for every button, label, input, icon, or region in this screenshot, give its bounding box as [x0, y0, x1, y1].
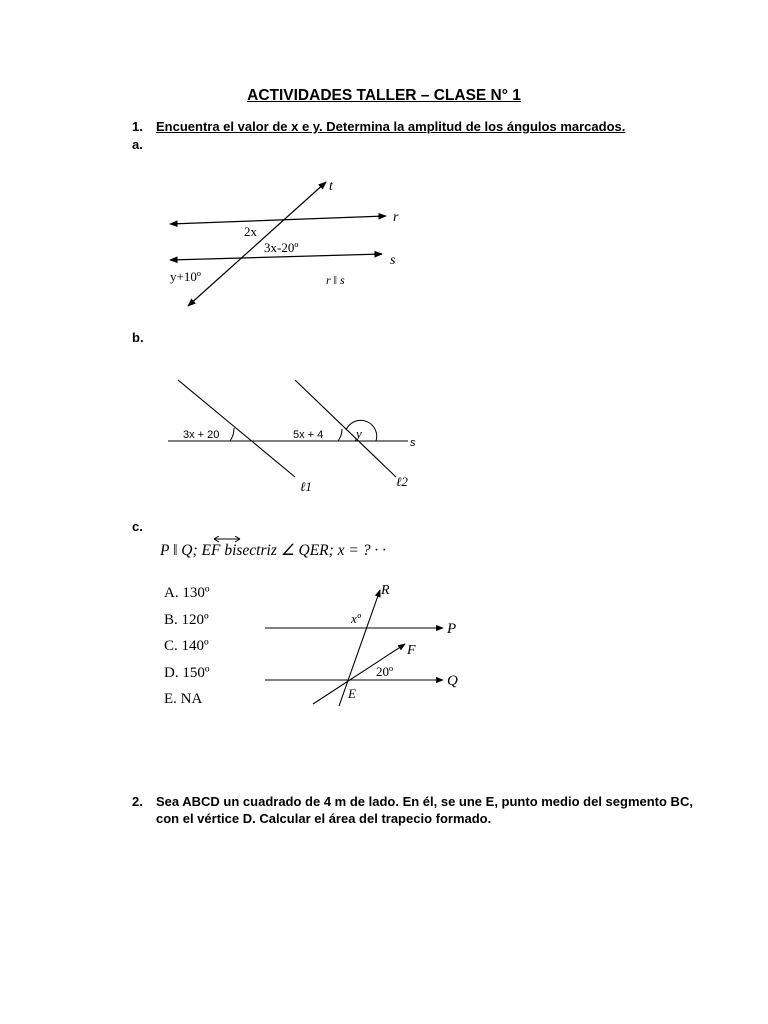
angle-3x-20: 3x-20º [264, 240, 299, 255]
option-a: A. 130º [164, 585, 210, 601]
angle-5x-4: 5x + 4 [293, 429, 324, 441]
arc-angle-1 [230, 428, 234, 441]
angle-3x-20: 3x + 20 [183, 429, 220, 441]
option-d: D. 150º [164, 664, 210, 681]
question-2-line-1: Sea ABCD un cuadrado de 4 m de lado. En él, se une E, punto medio del segmento BC, [156, 794, 693, 809]
part-b-label: b. [132, 330, 144, 345]
angle-20: 20º [376, 664, 394, 679]
label-s: s [410, 437, 416, 449]
angle-x: xº [351, 611, 361, 626]
angle-y: y [356, 426, 362, 441]
label-l1: ℓ1 [300, 479, 312, 494]
option-c: C. 140º [164, 638, 209, 654]
angle-2x: 2x [244, 224, 257, 239]
figure-c [255, 578, 480, 710]
label-f: F [407, 643, 416, 658]
arc-angle-2 [338, 429, 342, 441]
label-e: E [348, 686, 356, 701]
label-l2: ℓ2 [396, 474, 408, 489]
question-2-line-2: con el vértice D. Calcular el área del trapecio formado. [156, 811, 492, 826]
option-e: E. NA [164, 691, 203, 707]
part-c-statement [160, 536, 460, 560]
label-r: r [393, 210, 399, 225]
transversal-t [188, 182, 326, 306]
line-r [170, 216, 386, 224]
option-b: B. 120º [164, 611, 209, 628]
part-c-label: c. [132, 519, 143, 534]
ray-er [339, 590, 380, 706]
label-p: P [447, 621, 457, 637]
question-1-text: Encuentra el valor de x e y. Determina la amplitud de los ángulos marcados. [156, 119, 626, 134]
label-r: R [381, 583, 390, 598]
statement-text: P ǁ Q; EF bisectriz ∠ QER; x = ? · · [160, 542, 387, 559]
label-t: t [329, 179, 333, 194]
label-s: s [390, 253, 396, 268]
figure-b [150, 346, 440, 506]
page-title: ACTIVIDADES TALLER – CLASE N° 1 [247, 87, 521, 104]
angle-y-10: y+10º [170, 269, 201, 284]
part-a-label: a. [132, 137, 143, 152]
question-1-number: 1. [132, 119, 143, 134]
options-list [164, 580, 209, 713]
label-q: Q [447, 673, 458, 689]
question-2-number: 2. [132, 794, 143, 809]
figure-a [150, 168, 430, 328]
parallel-note: r ǁ s [326, 273, 345, 287]
